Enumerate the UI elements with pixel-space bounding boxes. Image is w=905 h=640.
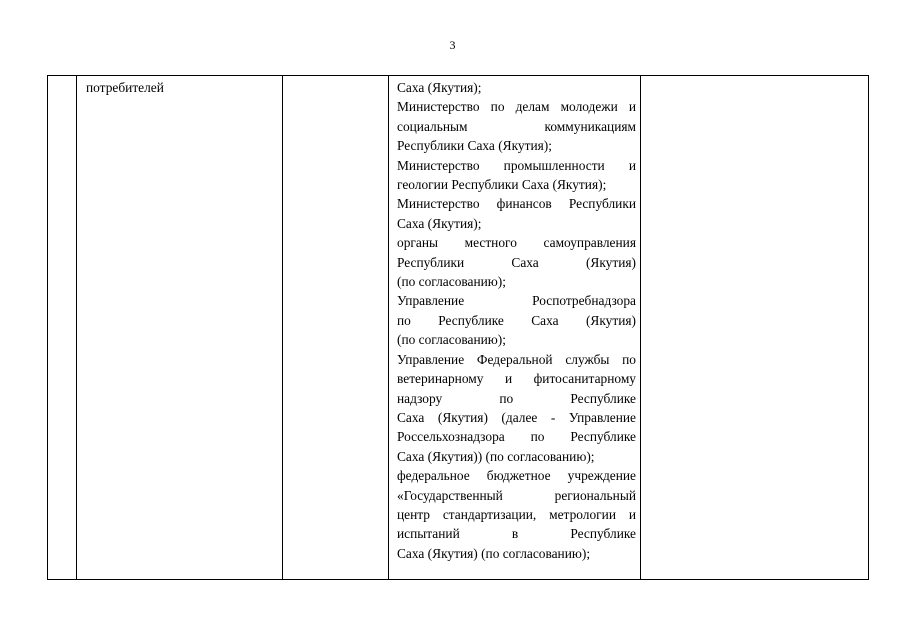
column-divider-3 — [388, 76, 389, 579]
column-divider-2 — [282, 76, 283, 579]
page-number: 3 — [449, 38, 456, 52]
executor-text-line: (по согласованию); — [397, 274, 506, 290]
executor-text-line: органы местного самоуправления — [397, 235, 636, 251]
executor-text-line: центр стандартизации, метрологии и — [397, 506, 636, 522]
cell-subject: потребителей — [86, 80, 164, 95]
executor-text-line: Республики Саха (Якутия) — [397, 254, 636, 270]
executor-text-line: Саха (Якутия) (далее - Управление — [397, 409, 636, 425]
executor-text-line: Россельхознадзора по Республике — [397, 429, 636, 445]
executor-text-line: Саха (Якутия)) (по согласованию); — [397, 448, 595, 464]
executor-text-line: социальным коммуникациям — [397, 118, 636, 134]
document-table — [47, 75, 869, 580]
executor-text-line: Управление Роспотребнадзора — [397, 293, 636, 309]
executor-text-line: «Государственный региональный — [397, 487, 636, 503]
executor-text-line: Министерство промышленности и — [397, 157, 636, 173]
executor-text-line: Республики Саха (Якутия); — [397, 138, 552, 154]
executor-text-line: надзору по Республике — [397, 390, 636, 406]
executor-text-line: Управление Федеральной службы по — [397, 351, 636, 367]
executor-text-line: по Республике Саха (Якутия) — [397, 312, 636, 328]
cell-responsible-executors — [397, 78, 636, 563]
executor-text-line: Саха (Якутия); — [397, 80, 482, 95]
executor-text-line: (по согласованию); — [397, 332, 506, 348]
executor-text-line: геологии Республики Саха (Якутия); — [397, 177, 607, 193]
column-divider-4 — [640, 76, 641, 579]
executor-text-line: федеральное бюджетное учреждение — [397, 468, 636, 484]
executor-text-line: Саха (Якутия) (по согласованию); — [397, 545, 591, 561]
column-divider-1 — [76, 76, 77, 579]
executor-text-line: Министерство по делам молодежи и — [397, 99, 636, 115]
executor-text-line: Министерство финансов Республики — [397, 196, 636, 212]
executor-text-line: Саха (Якутия); — [397, 215, 482, 231]
executor-text-line: ветеринарному и фитосанитарному — [397, 371, 636, 387]
executor-text-line: испытаний в Республике — [397, 526, 636, 542]
